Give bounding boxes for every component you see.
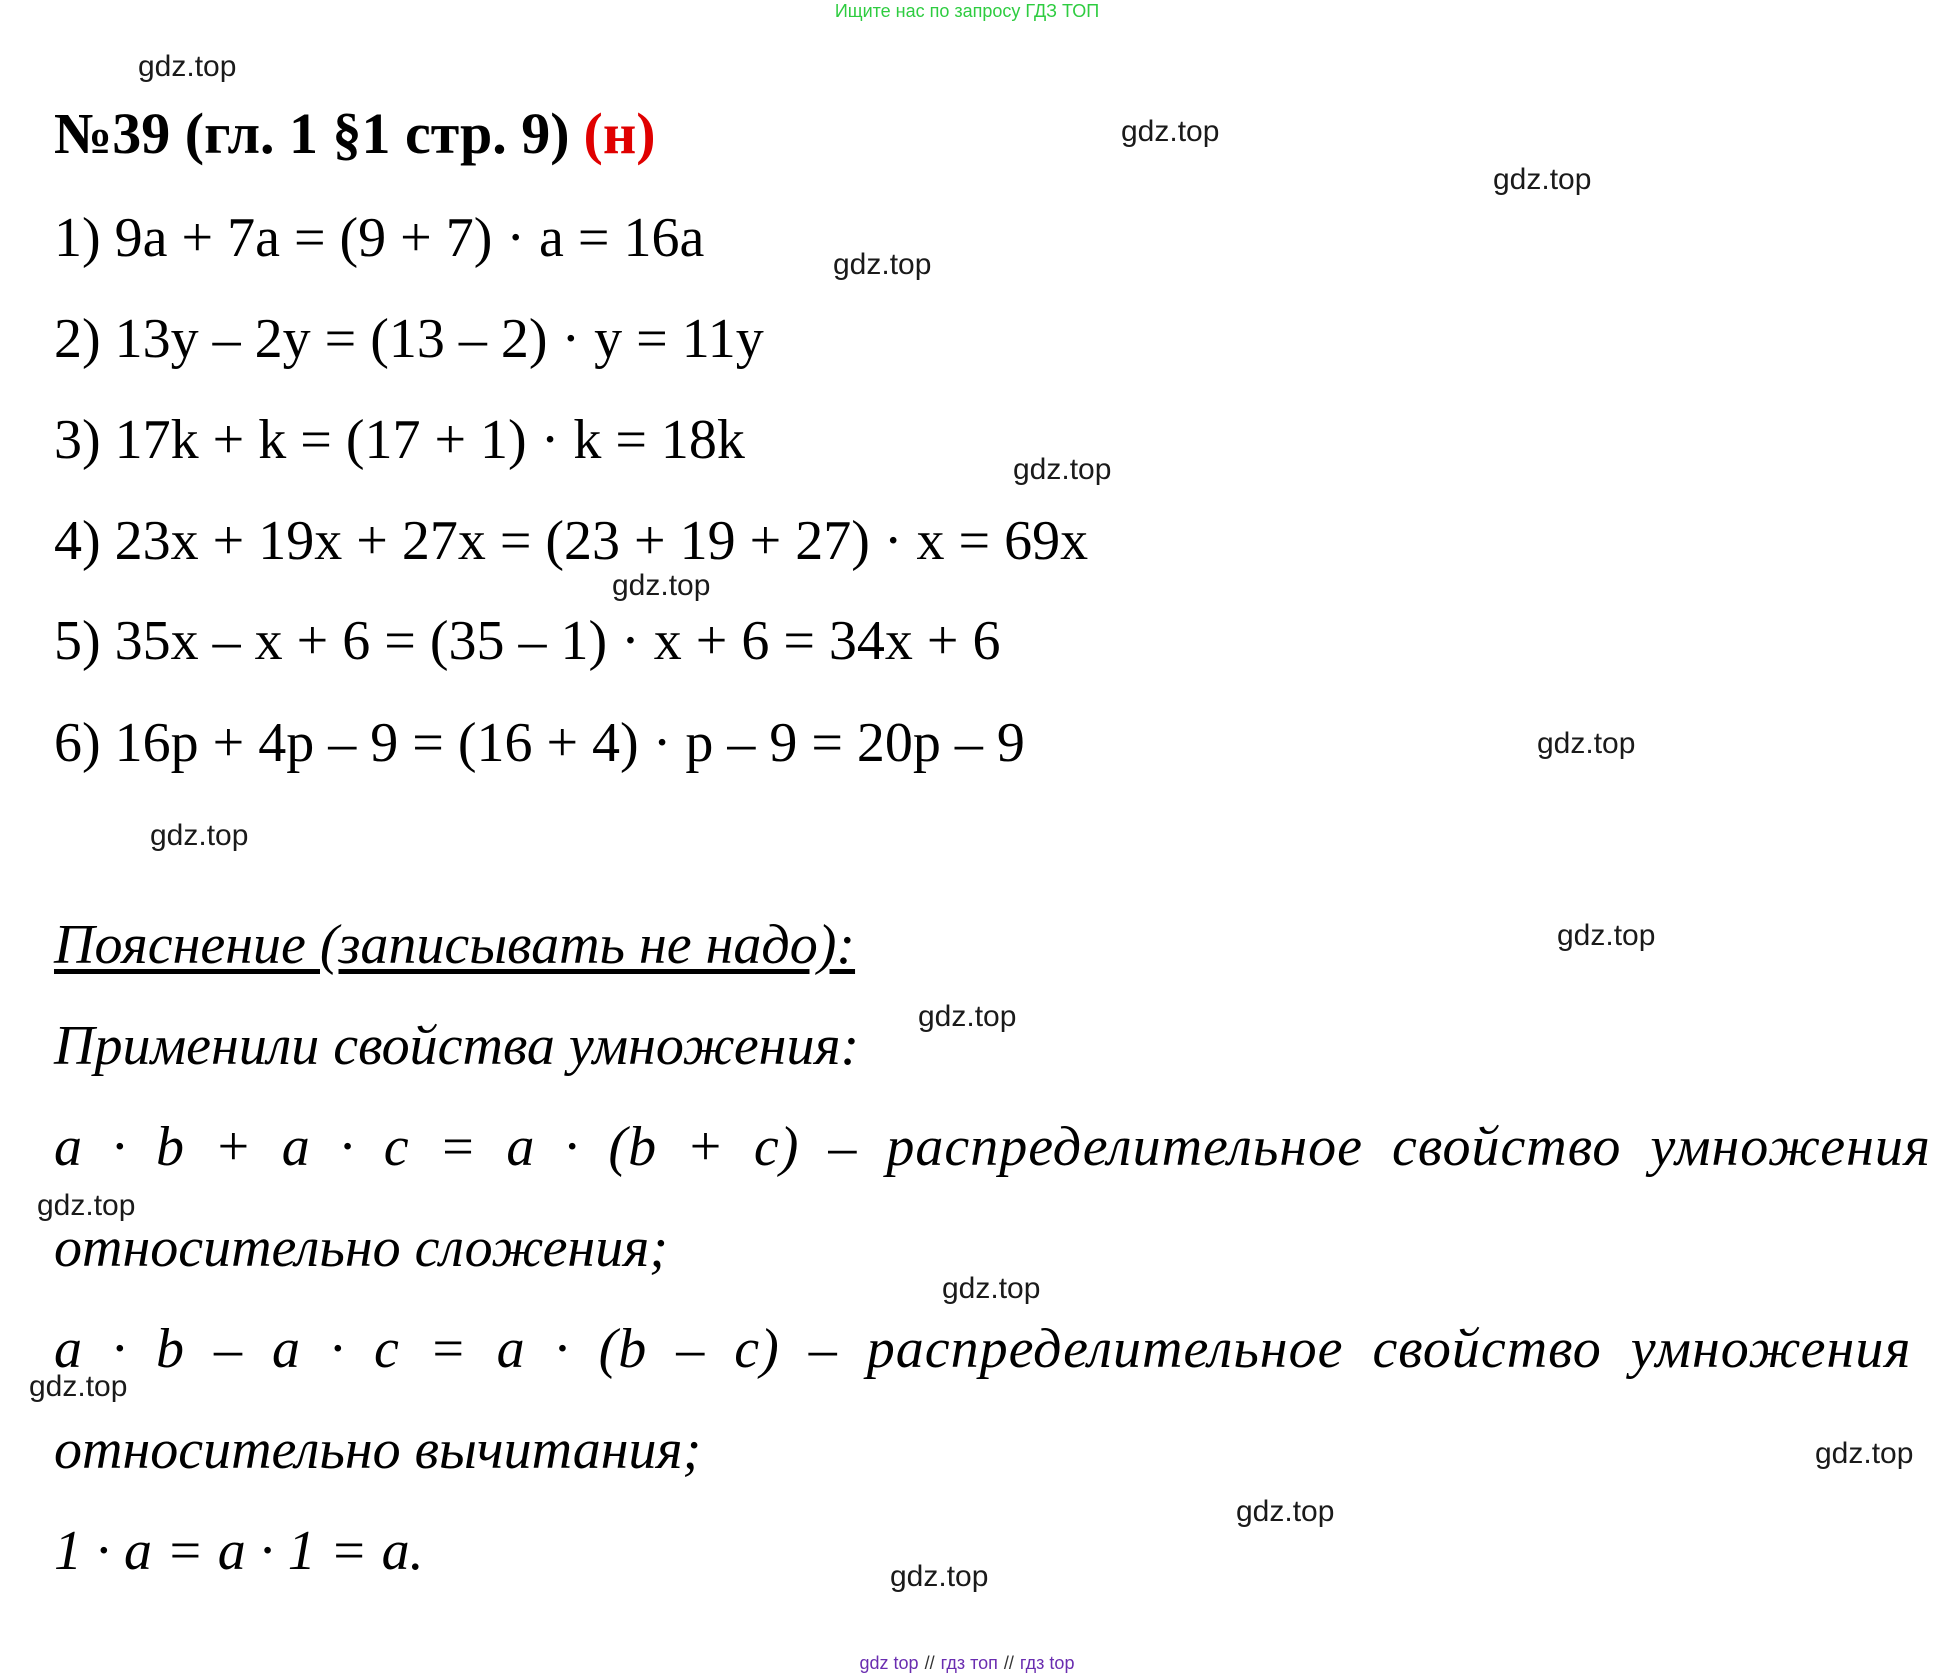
explanation-line-4: относительно вычитания; — [54, 1419, 702, 1481]
explanation-title: Пояснение (записывать не надо): — [54, 914, 856, 976]
equation-number: 2) — [54, 308, 101, 370]
watermark: gdz.top — [612, 569, 711, 602]
footer-link[interactable]: gdz top — [859, 1653, 919, 1673]
watermark: gdz.top — [1557, 919, 1656, 952]
equation-text: 35x – x + 6 = (35 – 1) · x + 6 = 34x + 6 — [114, 610, 1001, 672]
equation-2 — [54, 304, 764, 374]
explanation-line-5: 1 · a = a · 1 = a. — [54, 1520, 424, 1582]
equation-text: 16p + 4p – 9 = (16 + 4) · p – 9 = 20p – 9 — [114, 712, 1025, 774]
watermark: gdz.top — [29, 1370, 128, 1403]
watermark: gdz.top — [942, 1272, 1041, 1305]
equation-1 — [54, 203, 704, 273]
equation-number: 3) — [54, 409, 101, 471]
footer-separator: // — [1003, 1653, 1014, 1673]
footer-separator: // — [924, 1653, 935, 1673]
watermark: gdz.top — [138, 50, 237, 83]
equation-5 — [54, 606, 1001, 676]
equation-number: 1) — [54, 207, 101, 269]
explanation-line-3: a · b – a · c = a · (b – c) – распределительное свойство умножения — [54, 1318, 1912, 1380]
footer-link[interactable]: гдз топ — [940, 1653, 998, 1673]
equation-4 — [54, 506, 1088, 576]
watermark: gdz.top — [1537, 727, 1636, 760]
footer-link[interactable]: гдз top — [1019, 1653, 1075, 1673]
watermark: gdz.top — [37, 1189, 136, 1222]
equation-6 — [54, 708, 1025, 778]
top-banner[interactable]: Ищите нас по запросу ГДЗ ТОП — [834, 1, 1100, 21]
watermark: gdz.top — [1236, 1495, 1335, 1528]
equation-text: 23x + 19x + 27x = (23 + 19 + 27) · x = 69x — [114, 510, 1089, 572]
task-heading: №39 (гл. 1 §1 стр. 9) — [54, 101, 570, 166]
explanation-line-2: относительно сложения; — [54, 1217, 668, 1279]
level-marker: (н) — [583, 101, 656, 166]
equation-number: 6) — [54, 712, 101, 774]
footer-links — [0, 1653, 1934, 1673]
equation-text: 17k + k = (17 + 1) · k = 18k — [114, 409, 745, 471]
watermark: gdz.top — [150, 819, 249, 852]
watermark: gdz.top — [1815, 1437, 1914, 1470]
watermark: gdz.top — [1121, 115, 1220, 148]
explanation-line-1: a · b + a · c = a · (b + c) – распределительное свойство умножения — [54, 1116, 1931, 1178]
watermark: gdz.top — [1013, 453, 1112, 486]
page-title — [54, 99, 656, 169]
watermark: gdz.top — [1493, 163, 1592, 196]
equation-number: 5) — [54, 610, 101, 672]
equation-number: 4) — [54, 510, 101, 572]
watermark: gdz.top — [918, 1000, 1017, 1033]
equation-3 — [54, 405, 745, 475]
equation-text: 9a + 7a = (9 + 7) · a = 16a — [114, 207, 705, 269]
watermark: gdz.top — [890, 1560, 989, 1593]
explanation-intro: Применили свойства умножения: — [54, 1015, 860, 1077]
watermark: gdz.top — [833, 248, 932, 281]
equation-text: 13y – 2y = (13 – 2) · y = 11y — [114, 308, 764, 370]
